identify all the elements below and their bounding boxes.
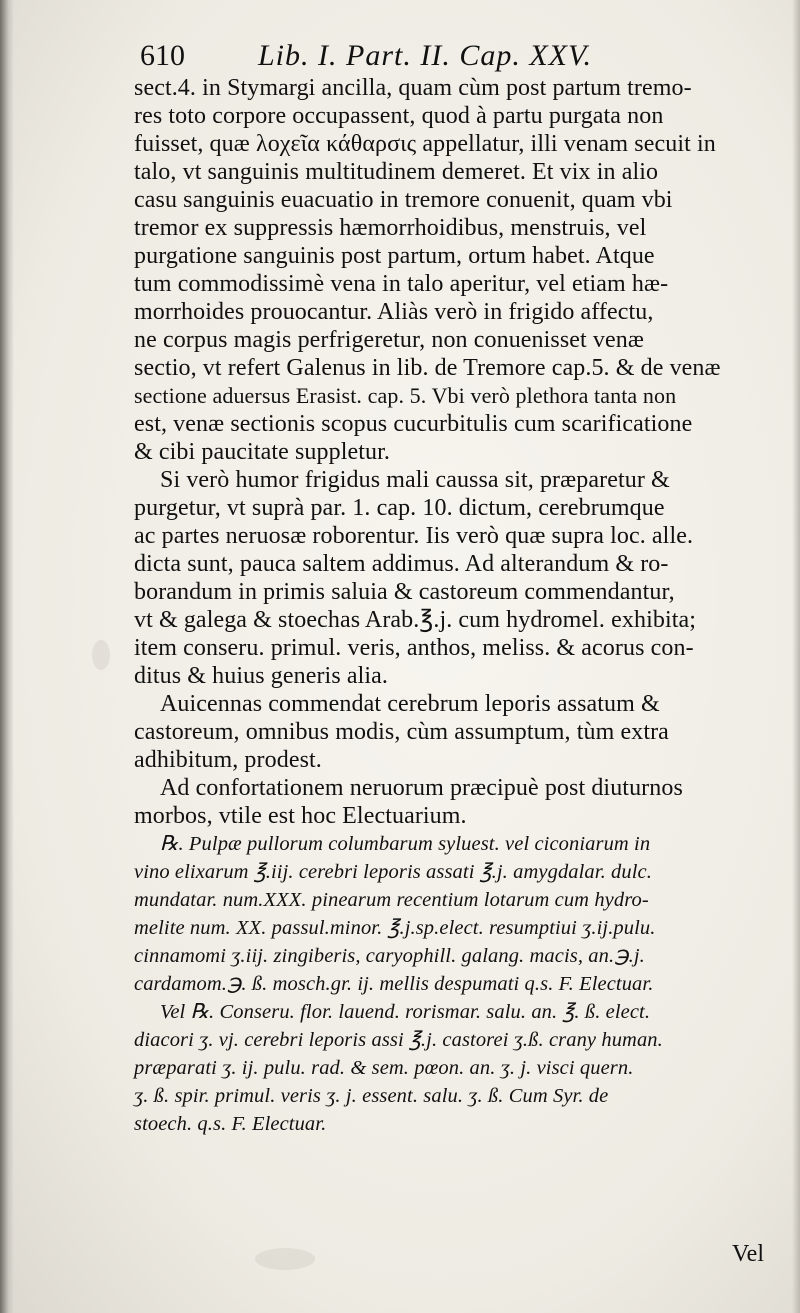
text-line: Ad confortationem neruorum præcipuè post diuturnos	[160, 775, 683, 801]
text-line: morbos, vtile est hoc Electuarium.	[134, 803, 467, 829]
recipe-line: cinnamomi ʒ.iij. zingiberis, caryophill. galang. macis, an.℈.j.	[134, 945, 645, 967]
recipe-line: cardamom.℈. ß. mosch.gr. ij. mellis despumati q.s. F. Electuar.	[134, 973, 654, 995]
recipe-line: melite num. XX. passul.minor. ℥.j.sp.elect. resumptiui ʒ.ij.pulu.	[134, 917, 656, 939]
text-line: ac partes neruosæ roborentur. Iis verò quæ supra loc. alle.	[134, 523, 694, 549]
recipe-line: ʒ. ß. spir. primul. veris ʒ. j. essent. salu. ʒ. ß. Cum Syr. de	[134, 1085, 609, 1107]
text-line: castoreum, omnibus modis, cùm assumptum, tùm extra	[134, 719, 669, 745]
text-line: fuisset, quæ λοχεῖα κάθαρσις appellatur, illi venam secuit in	[134, 131, 716, 157]
text-line: casu sanguinis euacuatio in tremore conuenit, quam vbi	[134, 187, 673, 213]
page-number: 610	[140, 39, 185, 72]
text-line: ne corpus magis perfrigeretur, non conuenisset venæ	[134, 327, 644, 353]
paper-stain	[92, 640, 110, 670]
text-line: sect.4. in Stymargi ancilla, quam cùm post partum tremo-	[134, 75, 692, 101]
text-line: sectio, vt refert Galenus in lib. de Tremore cap.5. & de venæ	[134, 355, 721, 381]
paper-stain	[255, 1248, 315, 1270]
text-line: vt & galega & stoechas Arab.℥.j. cum hydromel. exhibita;	[134, 607, 696, 633]
text-line: & cibi paucitate suppletur.	[134, 439, 390, 465]
text-line: ditus & huius generis alia.	[134, 663, 388, 689]
text-line: morrhoides prouocantur. Aliàs verò in frigido affectu,	[134, 299, 654, 325]
recipe-line: diacori ʒ. vj. cerebri leporis assi ℥.j. castorei ʒ.ß. crany human.	[134, 1029, 663, 1051]
text-line: purgatione sanguinis post partum, ortum habet. Atque	[134, 243, 655, 269]
text-line: item conseru. primul. veris, anthos, meliss. & acorus con-	[134, 635, 694, 661]
text-line: res toto corpore occupassent, quod à partu purgata non	[134, 103, 664, 129]
recipe-line: præparati ʒ. ij. pulu. rad. & sem. pœon. an. ʒ. j. visci quern.	[134, 1057, 634, 1079]
body-text	[134, 74, 770, 1138]
recipe-line: vino elixarum ℥.iij. cerebri leporis assati ℥.j. amygdalar. dulc.	[134, 861, 652, 883]
text-line: purgetur, vt suprà par. 1. cap. 10. dictum, cerebrumque	[134, 495, 665, 521]
recipe-line: ℞. Pulpæ pullorum columbarum syluest. vel ciconiarum in	[160, 833, 651, 855]
text-line: est, venæ sectionis scopus cucurbitulis cum scarificatione	[134, 411, 693, 437]
text-line: talo, vt sanguinis multitudinem demeret. Et vix in alio	[134, 159, 659, 185]
page-header	[140, 36, 760, 76]
page-edge	[792, 0, 800, 1313]
binding-shadow	[0, 0, 14, 1313]
text-line: sectione aduersus Erasist. cap. 5. Vbi verò plethora tanta non	[134, 383, 677, 408]
text-line: Si verò humor frigidus mali caussa sit, præparetur &	[160, 467, 670, 493]
recipe-line: mundatar. num.XXX. pinearum recentium lotarum cum hydro-	[134, 889, 649, 911]
catchword: Vel	[732, 1241, 764, 1267]
running-head: Lib. I. Part. II. Cap. XXV.	[258, 39, 592, 72]
text-line: Auicennas commendat cerebrum leporis assatum &	[160, 691, 660, 717]
recipe-line: Vel ℞. Conseru. flor. lauend. rorismar. salu. an. ℥. ß. elect.	[160, 1001, 651, 1023]
text-line: borandum in primis saluia & castoreum commendantur,	[134, 579, 675, 605]
text-line: tum commodissimè vena in talo aperitur, vel etiam hæ-	[134, 271, 669, 297]
recipe-line: stoech. q.s. F. Electuar.	[134, 1113, 327, 1135]
text-line: dicta sunt, pauca saltem addimus. Ad alterandum & ro-	[134, 551, 669, 577]
text-line: adhibitum, prodest.	[134, 747, 322, 773]
text-line: tremor ex suppressis hæmorrhoidibus, menstruis, vel	[134, 215, 647, 241]
